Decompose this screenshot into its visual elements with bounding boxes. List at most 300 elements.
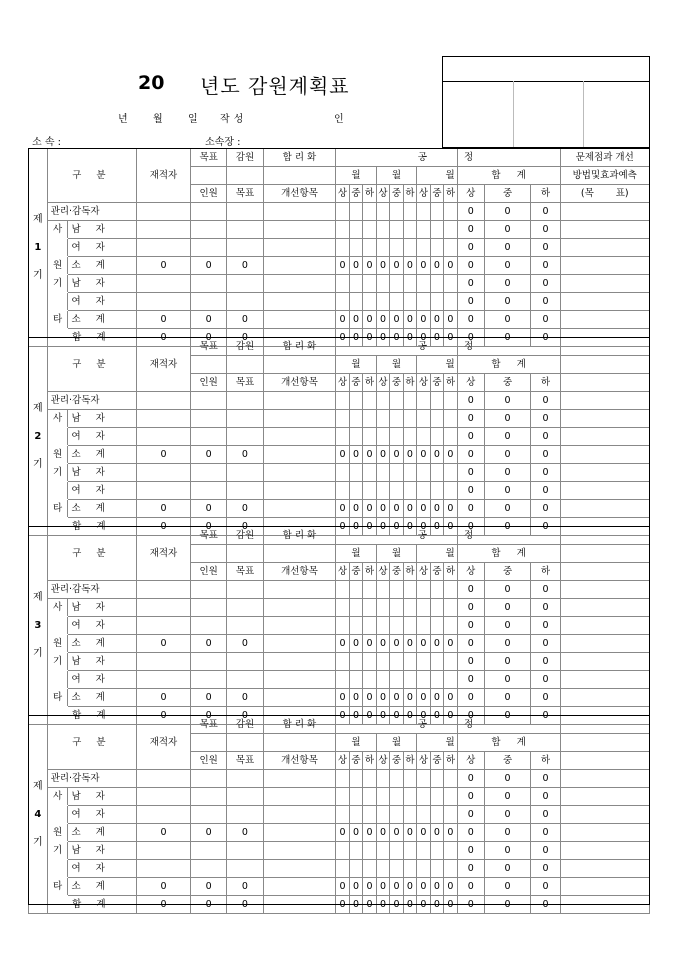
date-year-label: 년 bbox=[118, 114, 128, 125]
empty-cell bbox=[263, 500, 336, 518]
process-value-cell: 0 bbox=[403, 311, 416, 329]
process-value-cell: 0 bbox=[363, 500, 376, 518]
level-lower: 하 bbox=[531, 185, 560, 203]
empty-cell bbox=[136, 239, 190, 257]
count-cell: 0 bbox=[136, 446, 190, 464]
count-cell: 0 bbox=[190, 707, 226, 725]
process-value-cell: 0 bbox=[430, 896, 443, 914]
empty-cell bbox=[403, 410, 416, 428]
empty-cell bbox=[403, 860, 416, 878]
empty-cell bbox=[376, 464, 389, 482]
process-value-cell: 0 bbox=[430, 257, 443, 275]
process-value-cell: 0 bbox=[430, 518, 443, 536]
row-label-grand-total: 합 계 bbox=[47, 518, 136, 536]
empty-cell bbox=[417, 203, 430, 221]
process-value-cell: 0 bbox=[403, 878, 416, 896]
empty-cell bbox=[560, 653, 650, 671]
group-label: 사 bbox=[47, 599, 68, 617]
process-value-cell: 0 bbox=[430, 329, 443, 347]
empty-cell bbox=[136, 464, 190, 482]
row-label-manager: 관리·감독자 bbox=[47, 392, 136, 410]
process-value-cell: 0 bbox=[376, 446, 389, 464]
process-value-cell: 0 bbox=[376, 329, 389, 347]
empty-cell bbox=[376, 806, 389, 824]
empty-cell bbox=[190, 275, 226, 293]
empty-cell bbox=[263, 446, 336, 464]
empty-cell bbox=[390, 806, 403, 824]
empty-cell bbox=[417, 617, 430, 635]
total-value-cell: 0 bbox=[457, 518, 484, 536]
total-value-cell: 0 bbox=[531, 239, 560, 257]
empty-cell bbox=[403, 203, 416, 221]
row-label: 소 계 bbox=[68, 689, 137, 707]
empty-cell bbox=[190, 356, 226, 374]
total-value-cell: 0 bbox=[531, 410, 560, 428]
count-cell: 0 bbox=[227, 329, 263, 347]
empty-cell bbox=[363, 581, 376, 599]
count-cell: 0 bbox=[227, 500, 263, 518]
empty-cell bbox=[444, 482, 458, 500]
group-label: 타 bbox=[47, 500, 68, 518]
empty-cell bbox=[560, 356, 650, 374]
process-value-cell: 0 bbox=[363, 878, 376, 896]
process-value-cell: 0 bbox=[363, 257, 376, 275]
empty-cell bbox=[430, 860, 443, 878]
level-lower: 하 bbox=[444, 563, 458, 581]
total-char: 합 bbox=[491, 547, 501, 559]
target-header-bottom: 인원 bbox=[190, 563, 226, 581]
level-lower: 하 bbox=[444, 752, 458, 770]
process-value-cell: 0 bbox=[336, 896, 349, 914]
empty-cell bbox=[444, 221, 458, 239]
empty-cell bbox=[430, 482, 443, 500]
empty-cell bbox=[136, 860, 190, 878]
month-header: 월 bbox=[336, 545, 376, 563]
process-char: 정 bbox=[464, 340, 474, 352]
process-value-cell: 0 bbox=[444, 824, 458, 842]
total-value-cell: 0 bbox=[484, 275, 531, 293]
level-upper: 상 bbox=[417, 185, 430, 203]
total-value-cell: 0 bbox=[457, 329, 484, 347]
empty-cell bbox=[227, 293, 263, 311]
count-cell: 0 bbox=[136, 329, 190, 347]
empty-cell bbox=[417, 806, 430, 824]
empty-cell bbox=[376, 617, 389, 635]
empty-cell bbox=[390, 482, 403, 500]
empty-cell bbox=[263, 671, 336, 689]
chief-label: 소속장 : bbox=[205, 137, 241, 148]
count-cell: 0 bbox=[136, 824, 190, 842]
process-value-cell: 0 bbox=[417, 878, 430, 896]
empty-cell bbox=[349, 671, 362, 689]
reduction-header-bottom: 목표 bbox=[227, 563, 263, 581]
empty-cell bbox=[560, 239, 650, 257]
empty-cell bbox=[227, 545, 263, 563]
count-cell: 0 bbox=[136, 689, 190, 707]
process-header bbox=[336, 149, 457, 167]
total-value-cell: 0 bbox=[484, 896, 531, 914]
empty-cell bbox=[376, 482, 389, 500]
empty-cell bbox=[263, 896, 336, 914]
level-lower: 하 bbox=[531, 752, 560, 770]
total-value-cell: 0 bbox=[457, 806, 484, 824]
empty-cell bbox=[227, 788, 263, 806]
count-cell: 0 bbox=[190, 635, 226, 653]
empty-cell bbox=[263, 860, 336, 878]
level-lower: 하 bbox=[363, 374, 376, 392]
month-header: 월 bbox=[376, 356, 416, 374]
process-value-cell: 0 bbox=[336, 500, 349, 518]
empty-cell bbox=[263, 635, 336, 653]
total-value-cell: 0 bbox=[457, 500, 484, 518]
empty-cell bbox=[336, 842, 349, 860]
empty-cell bbox=[336, 806, 349, 824]
empty-cell bbox=[560, 752, 650, 770]
empty-cell bbox=[136, 410, 190, 428]
empty-cell bbox=[444, 842, 458, 860]
empty-cell bbox=[390, 428, 403, 446]
current-header: 재적자 bbox=[136, 527, 190, 581]
process-value-cell: 0 bbox=[390, 446, 403, 464]
level-upper: 상 bbox=[376, 374, 389, 392]
empty-cell bbox=[403, 842, 416, 860]
empty-cell bbox=[363, 221, 376, 239]
total-value-cell: 0 bbox=[531, 671, 560, 689]
process-value-cell: 0 bbox=[336, 518, 349, 536]
process-value-cell: 0 bbox=[336, 311, 349, 329]
empty-cell bbox=[190, 482, 226, 500]
empty-cell bbox=[349, 788, 362, 806]
empty-cell bbox=[349, 482, 362, 500]
level-lower: 하 bbox=[403, 374, 416, 392]
empty-cell bbox=[560, 545, 650, 563]
empty-cell bbox=[349, 293, 362, 311]
level-upper: 상 bbox=[336, 374, 349, 392]
count-cell: 0 bbox=[190, 446, 226, 464]
empty-cell bbox=[336, 788, 349, 806]
process-value-cell: 0 bbox=[444, 257, 458, 275]
empty-cell bbox=[363, 392, 376, 410]
goal-open: (목 bbox=[580, 187, 594, 199]
process-value-cell: 0 bbox=[444, 896, 458, 914]
count-cell: 0 bbox=[227, 707, 263, 725]
empty-cell bbox=[560, 464, 650, 482]
total-value-cell: 0 bbox=[457, 311, 484, 329]
empty-cell bbox=[263, 770, 336, 788]
process-value-cell: 0 bbox=[403, 500, 416, 518]
process-value-cell: 0 bbox=[376, 518, 389, 536]
phase-table bbox=[28, 526, 650, 725]
process-value-cell: 0 bbox=[390, 500, 403, 518]
empty-cell bbox=[227, 239, 263, 257]
total-value-cell: 0 bbox=[484, 707, 531, 725]
total-value-cell: 0 bbox=[484, 878, 531, 896]
row-label: 여 자 bbox=[68, 239, 137, 257]
empty-cell bbox=[363, 410, 376, 428]
month-header: 월 bbox=[417, 356, 458, 374]
phase-label bbox=[29, 338, 48, 536]
row-label-manager: 관리·감독자 bbox=[47, 770, 136, 788]
reduction-header-top: 감원 bbox=[227, 338, 263, 356]
category-header: 구 분 bbox=[47, 716, 136, 770]
empty-cell bbox=[190, 734, 226, 752]
process-value-cell: 0 bbox=[417, 329, 430, 347]
process-value-cell: 0 bbox=[390, 311, 403, 329]
total-char: 합 bbox=[491, 169, 501, 181]
total-value-cell: 0 bbox=[457, 788, 484, 806]
empty-cell bbox=[560, 275, 650, 293]
empty-cell bbox=[390, 653, 403, 671]
total-value-cell: 0 bbox=[484, 392, 531, 410]
process-value-cell: 0 bbox=[349, 707, 362, 725]
empty-cell bbox=[227, 464, 263, 482]
total-value-cell: 0 bbox=[457, 203, 484, 221]
category-header: 구 분 bbox=[47, 527, 136, 581]
empty-cell bbox=[560, 635, 650, 653]
group-label bbox=[47, 482, 68, 500]
total-value-cell: 0 bbox=[531, 482, 560, 500]
empty-cell bbox=[136, 392, 190, 410]
empty-cell bbox=[403, 806, 416, 824]
empty-cell bbox=[376, 842, 389, 860]
empty-cell bbox=[349, 599, 362, 617]
approval-header-row bbox=[443, 57, 649, 82]
empty-cell bbox=[560, 581, 650, 599]
total-value-cell: 0 bbox=[484, 581, 531, 599]
total-value-cell: 0 bbox=[531, 311, 560, 329]
group-label bbox=[47, 428, 68, 446]
total-value-cell: 0 bbox=[484, 770, 531, 788]
empty-cell bbox=[390, 599, 403, 617]
empty-cell bbox=[336, 860, 349, 878]
empty-cell bbox=[430, 293, 443, 311]
process-value-cell: 0 bbox=[349, 635, 362, 653]
level-upper: 상 bbox=[417, 563, 430, 581]
empty-cell bbox=[363, 293, 376, 311]
total-value-cell: 0 bbox=[531, 518, 560, 536]
title-year: 20 bbox=[138, 72, 165, 94]
empty-cell bbox=[376, 581, 389, 599]
empty-cell bbox=[190, 842, 226, 860]
process-value-cell: 0 bbox=[417, 707, 430, 725]
process-value-cell: 0 bbox=[349, 518, 362, 536]
total-value-cell: 0 bbox=[457, 446, 484, 464]
process-header-b bbox=[457, 527, 560, 545]
empty-cell bbox=[190, 464, 226, 482]
process-value-cell: 0 bbox=[430, 824, 443, 842]
total-header bbox=[457, 545, 560, 563]
month-header: 월 bbox=[376, 167, 416, 185]
empty-cell bbox=[444, 581, 458, 599]
process-value-cell: 0 bbox=[430, 878, 443, 896]
total-value-cell: 0 bbox=[531, 878, 560, 896]
process-value-cell: 0 bbox=[336, 707, 349, 725]
empty-cell bbox=[190, 860, 226, 878]
row-label: 남 자 bbox=[68, 599, 137, 617]
empty-cell bbox=[263, 842, 336, 860]
total-value-cell: 0 bbox=[457, 896, 484, 914]
empty-cell bbox=[403, 653, 416, 671]
empty-cell bbox=[444, 392, 458, 410]
empty-cell bbox=[560, 734, 650, 752]
target-header-bottom: 인원 bbox=[190, 185, 226, 203]
process-value-cell: 0 bbox=[349, 329, 362, 347]
empty-cell bbox=[417, 842, 430, 860]
count-cell: 0 bbox=[190, 824, 226, 842]
group-label: 사 bbox=[47, 410, 68, 428]
total-value-cell: 0 bbox=[457, 392, 484, 410]
process-value-cell: 0 bbox=[390, 896, 403, 914]
month-header: 월 bbox=[417, 545, 458, 563]
rational-header-bottom: 개선항목 bbox=[263, 374, 336, 392]
empty-cell bbox=[390, 464, 403, 482]
empty-cell bbox=[417, 428, 430, 446]
rational-header-bottom: 개선항목 bbox=[263, 752, 336, 770]
total-value-cell: 0 bbox=[457, 257, 484, 275]
level-middle: 중 bbox=[430, 374, 443, 392]
level-upper: 상 bbox=[336, 185, 349, 203]
category-header: 구 분 bbox=[47, 338, 136, 392]
group-label: 타 bbox=[47, 878, 68, 896]
process-value-cell: 0 bbox=[417, 446, 430, 464]
month-header: 월 bbox=[336, 167, 376, 185]
approval-divider bbox=[513, 81, 514, 147]
row-label: 남 자 bbox=[68, 275, 137, 293]
process-value-cell: 0 bbox=[390, 518, 403, 536]
total-value-cell: 0 bbox=[531, 653, 560, 671]
row-label: 여 자 bbox=[68, 428, 137, 446]
phase-label-top: 제 bbox=[33, 402, 43, 414]
reduction-header-top: 감원 bbox=[227, 527, 263, 545]
process-value-cell: 0 bbox=[376, 707, 389, 725]
row-label: 여 자 bbox=[68, 860, 137, 878]
empty-cell bbox=[417, 221, 430, 239]
level-middle: 중 bbox=[349, 374, 362, 392]
current-header: 재적자 bbox=[136, 716, 190, 770]
count-cell: 0 bbox=[136, 518, 190, 536]
empty-cell bbox=[227, 770, 263, 788]
process-value-cell: 0 bbox=[376, 257, 389, 275]
count-cell: 0 bbox=[136, 500, 190, 518]
process-value-cell: 0 bbox=[417, 896, 430, 914]
level-lower: 하 bbox=[531, 563, 560, 581]
level-upper: 상 bbox=[417, 374, 430, 392]
level-middle: 중 bbox=[430, 563, 443, 581]
empty-cell bbox=[376, 293, 389, 311]
process-value-cell: 0 bbox=[417, 824, 430, 842]
empty-cell bbox=[430, 203, 443, 221]
total-char: 계 bbox=[516, 736, 526, 748]
total-value-cell: 0 bbox=[484, 671, 531, 689]
total-value-cell: 0 bbox=[457, 635, 484, 653]
empty-cell bbox=[376, 410, 389, 428]
group-label: 타 bbox=[47, 689, 68, 707]
empty-cell bbox=[560, 599, 650, 617]
phase-table bbox=[28, 337, 650, 536]
total-value-cell: 0 bbox=[484, 329, 531, 347]
empty-cell bbox=[560, 428, 650, 446]
empty-cell bbox=[444, 239, 458, 257]
empty-cell bbox=[363, 617, 376, 635]
empty-cell bbox=[136, 581, 190, 599]
empty-cell bbox=[227, 860, 263, 878]
process-value-cell: 0 bbox=[444, 446, 458, 464]
count-cell: 0 bbox=[227, 311, 263, 329]
process-header bbox=[336, 716, 457, 734]
group-label: 기 bbox=[47, 275, 68, 293]
empty-cell bbox=[227, 356, 263, 374]
target-header-top: 목표 bbox=[190, 149, 226, 167]
total-value-cell: 0 bbox=[484, 788, 531, 806]
empty-cell bbox=[363, 275, 376, 293]
level-upper: 상 bbox=[457, 563, 484, 581]
total-value-cell: 0 bbox=[531, 860, 560, 878]
empty-cell bbox=[430, 581, 443, 599]
empty-cell bbox=[376, 860, 389, 878]
empty-cell bbox=[136, 653, 190, 671]
phase-number: 1 bbox=[34, 241, 42, 253]
process-value-cell: 0 bbox=[430, 707, 443, 725]
row-label-manager: 관리·감독자 bbox=[47, 203, 136, 221]
empty-cell bbox=[417, 788, 430, 806]
row-label: 소 계 bbox=[68, 446, 137, 464]
target-header-top: 목표 bbox=[190, 527, 226, 545]
empty-cell bbox=[190, 788, 226, 806]
empty-cell bbox=[349, 428, 362, 446]
empty-cell bbox=[560, 203, 650, 221]
total-value-cell: 0 bbox=[531, 842, 560, 860]
empty-cell bbox=[363, 806, 376, 824]
empty-cell bbox=[403, 482, 416, 500]
empty-cell bbox=[190, 581, 226, 599]
total-value-cell: 0 bbox=[531, 203, 560, 221]
empty-cell bbox=[560, 311, 650, 329]
process-value-cell: 0 bbox=[444, 689, 458, 707]
level-middle: 중 bbox=[484, 563, 531, 581]
total-value-cell: 0 bbox=[484, 806, 531, 824]
total-value-cell: 0 bbox=[531, 428, 560, 446]
empty-cell bbox=[136, 671, 190, 689]
count-cell: 0 bbox=[190, 689, 226, 707]
empty-cell bbox=[390, 581, 403, 599]
empty-cell bbox=[403, 581, 416, 599]
process-value-cell: 0 bbox=[390, 824, 403, 842]
level-middle: 중 bbox=[390, 374, 403, 392]
empty-cell bbox=[417, 860, 430, 878]
empty-cell bbox=[417, 599, 430, 617]
process-value-cell: 0 bbox=[349, 896, 362, 914]
group-label: 원 bbox=[47, 824, 68, 842]
process-value-cell: 0 bbox=[403, 896, 416, 914]
process-value-cell: 0 bbox=[430, 689, 443, 707]
row-label: 남 자 bbox=[68, 842, 137, 860]
empty-cell bbox=[376, 392, 389, 410]
empty-cell bbox=[430, 770, 443, 788]
empty-cell bbox=[560, 446, 650, 464]
process-value-cell: 0 bbox=[336, 689, 349, 707]
empty-cell bbox=[363, 671, 376, 689]
total-value-cell: 0 bbox=[531, 275, 560, 293]
total-value-cell: 0 bbox=[531, 599, 560, 617]
empty-cell bbox=[190, 545, 226, 563]
empty-cell bbox=[263, 356, 336, 374]
empty-cell bbox=[444, 599, 458, 617]
process-value-cell: 0 bbox=[417, 689, 430, 707]
process-header-b bbox=[457, 149, 560, 167]
row-label-grand-total: 합 계 bbox=[47, 707, 136, 725]
group-label: 원 bbox=[47, 635, 68, 653]
month-header: 월 bbox=[376, 734, 416, 752]
